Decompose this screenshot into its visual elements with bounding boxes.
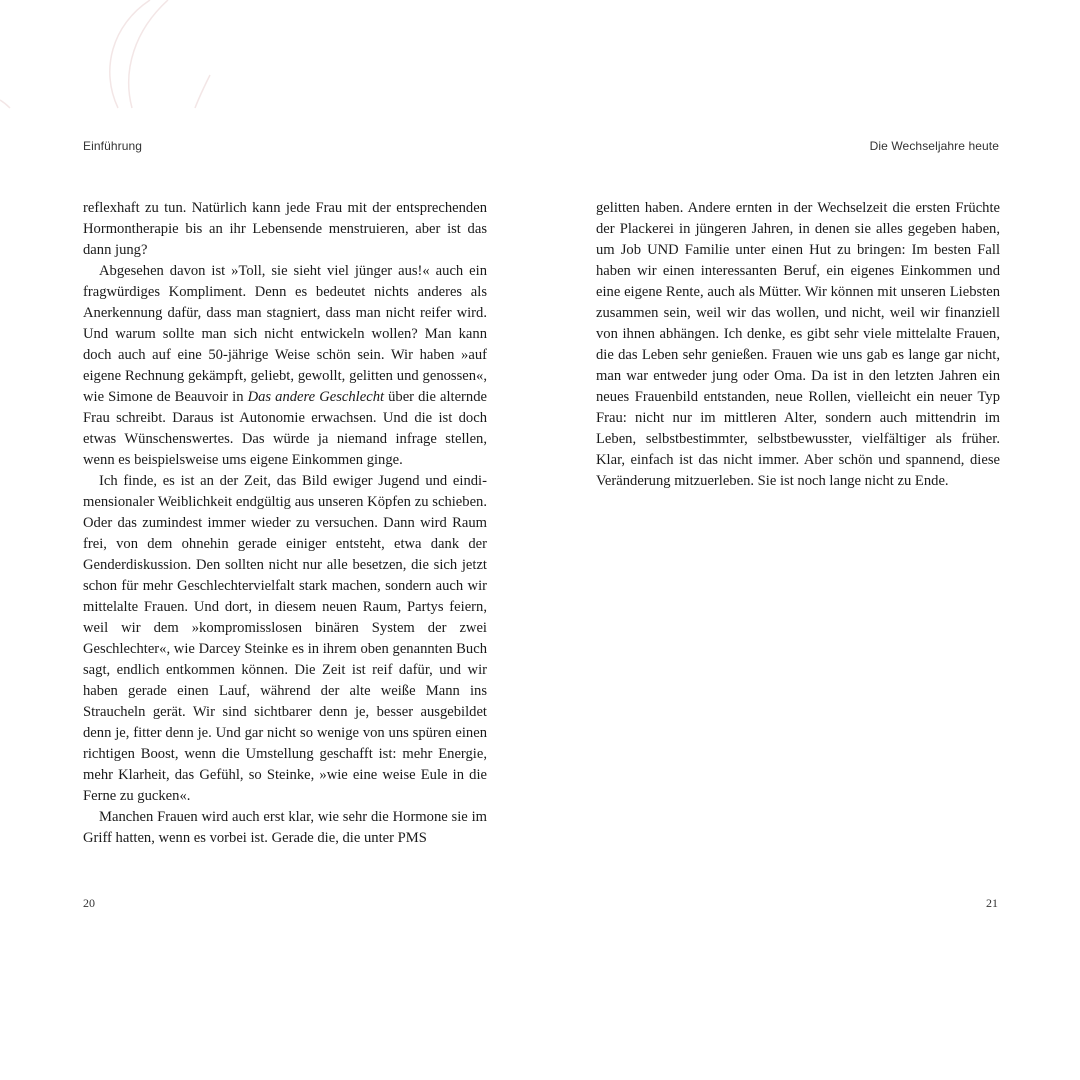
book-title: Das andere Geschlecht bbox=[247, 389, 385, 405]
running-header-right: Die Wechseljahre heute bbox=[869, 139, 999, 153]
paragraph: gelitten haben. Andere ernten in der Wechselzeit die ersten Früchte der Plackerei in jüngeren Jahren, in denen sie alles gegeben haben, um Job UND Familie unter einen Hut zu bringen: Im besten Fall haben wir einen interessanten Beruf, ein eigenes Einkommen und eine eigene Rente, auch als Mütter. Wir können mit unseren Liebsten zusammen sein, weil wir das wollen, und nicht, weil wir finanziell von ihnen abhängen. Ich denke, es gibt sehr viele mittelalte Frauen, die das Leben sehr genießen. Frauen wie uns gab es lange gar nicht, man war entweder jung oder Oma. Da ist in den letzten Jahren ein neues Frauenbild entstanden, neue Rollen, vielleicht ein neuer Typ Frau: nicht nur im mittleren Alter, sondern auch mittendrin im Leben, selbstbestimmter, selbstbewusster, vielfältiger als früher. Klar, einfach ist das nicht immer. Aber schön und spannend, diese Veränderung mitzuerleben. Sie ist noch lange nicht zu Ende. bbox=[596, 200, 1000, 489]
page-number-left: 20 bbox=[83, 896, 95, 910]
paragraph: Manchen Frauen wird auch erst klar, wie sehr die Hormone sie im Griff hatten, wenn es vorbei ist. Gerade die, die unter PMS bbox=[83, 809, 487, 846]
decorative-leaf-ornament bbox=[0, 0, 260, 110]
paragraph-text: Abgesehen davon ist »Toll, sie sieht viel jünger aus!« auch ein fragwürdiges Kompliment. Denn es bedeutet nichts anderes als Anerkennung dafür, dass man stagniert, dass man nicht reifer wird. Und warum sollte man sich nicht entwickeln wollen? Man kann doch auch auf eine 50-jährige Weise schön sein. Wir haben »auf eigene Rechnung gekämpft, geliebt, gewollt, gelitten und genossen«, wie Simone de Beauvoir in bbox=[83, 263, 487, 405]
paragraph-text: über die alternde Frau schreibt. Daraus ist Autonomie erwachsen. Und die ist doch etwas Wünschenswertes. Das würde ja niemand infrage stellen, wenn es beispielsweise ums eigene Einkommen ginge. bbox=[83, 389, 487, 468]
running-header-left: Einführung bbox=[83, 139, 143, 153]
paragraph: reflexhaft zu tun. Natürlich kann jede Frau mit der entsprechenden Hormontherapie bis an ihr Lebensende menstruieren, aber ist das dann jung? bbox=[83, 200, 487, 258]
page-number-right: 21 bbox=[986, 896, 998, 910]
left-page-body bbox=[83, 198, 487, 849]
paragraph: Ich finde, es ist an der Zeit, das Bild ewiger Jugend und eindimensionaler Weiblichkeit endgültig aus unseren Köpfen zu schieben. Oder das zumindest immer wieder zu versuchen. Dann wird Raum frei, von dem ohnehin gerade einiger entsteht, etwa dank der Genderdiskussion. Den sollten nicht nur alle besetzen, die sich jetzt schon für mehr Geschlechtervielfalt stark machen, sondern auch wir mittelalte Frauen. Und dort, in diesem neuen Raum, Partys feiern, weil wir dem »kompromisslosen binären System der zwei Geschlechter«, wie Darcey Steinke es in ihrem oben genannten Buch sagt, endlich entkommen können. Die Zeit ist reif dafür, und wir haben gerade einen Lauf, während der alte weiße Mann ins Straucheln gerät. Wir sind sichtbarer denn je, besser ausgebildet denn je, fitter denn je. Und gar nicht so wenige von uns spüren einen richtigen Boost, wenn die Umstellung geschafft ist: mehr Energie, mehr Klarheit, das Gefühl, so Steinke, »wie eine weise Eule in die Ferne zu gucken«. bbox=[83, 473, 487, 804]
paragraph bbox=[83, 261, 487, 471]
right-page-body bbox=[596, 198, 1000, 492]
